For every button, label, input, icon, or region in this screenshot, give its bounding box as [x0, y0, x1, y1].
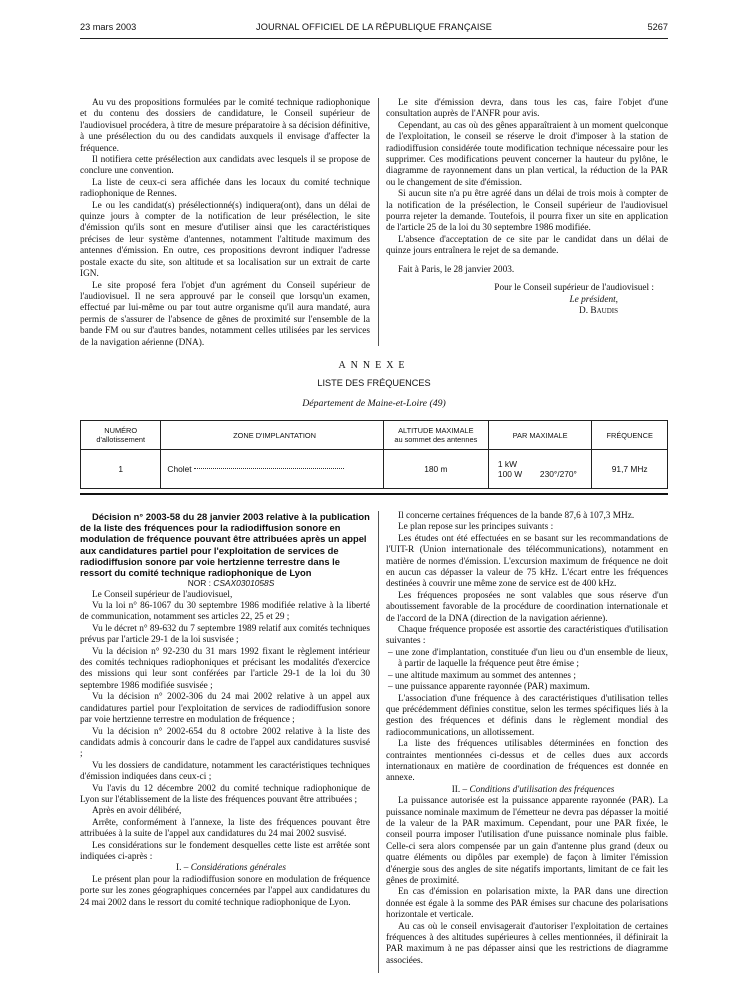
- paragraph: L'absence d'acceptation de ce site par le candidat dans un délai de quinze jours entraînera le rejet de sa demande.: [386, 234, 668, 257]
- frequency-table: [80, 420, 668, 489]
- list-item: – une zone d'implantation, constituée d'un lieu ou d'un ensemble de lieux, à partir de laquelle la fréquence peut être émise ;: [388, 647, 668, 670]
- paragraph: Cependant, au cas où des gênes apparaîtraient à un moment quelconque de l'exploitation, le conseil se réserve le droit d'imposer à la station de radiodiffusion considérée toute modification technique nécessaire pour les supprimer. Ces modifications peuvent concerner la hauteur du pylône, le diagramme de rayonnement dans un plan vertical, la réduction de la PAR ou le changement de site d'émission.: [386, 120, 668, 188]
- signature-place-date: Fait à Paris, le 28 janvier 2003.: [398, 264, 515, 275]
- column-divider-top: [378, 98, 379, 346]
- paragraph: Il notifiera cette présélection aux candidats avec lesquels il se propose de conclure une convention.: [80, 155, 370, 177]
- table-row: [81, 450, 668, 489]
- list-item: – une puissance apparente rayonnée (PAR) maximum.: [388, 682, 590, 693]
- column-header-altitude: ALTITUDE MAXIMALE au sommet des antennes: [383, 421, 488, 450]
- leader-dots: [194, 468, 344, 469]
- par-value-1: 1 kW: [497, 459, 517, 469]
- bottom-right-column: [386, 511, 668, 967]
- header-date: 23 mars 2003: [80, 22, 137, 32]
- par-value-2: 100 W: [497, 469, 523, 479]
- cell-par: [488, 450, 591, 489]
- paragraph: Le Conseil supérieur de l'audiovisuel,: [92, 589, 233, 600]
- paragraph: Si aucun site n'a pu être agréé dans un délai de trois mois à compter de la notification de la présélection, le Conseil supérieur de l'audiovisuel pourra rejeter la demande. Toutefois, il pourra fixer un site en application de l'article 25 de la loi du 30 septembre 1986 modifiée.: [386, 189, 668, 234]
- column-header-number: NUMÉRO d'allotissement: [81, 421, 161, 450]
- paragraph: Vu l'avis du 12 décembre 2002 du comité technique radiophonique de Lyon sur l'établissement de la liste des fréquences pouvant être attribuées ;: [80, 783, 370, 805]
- paragraph: Au vu des propositions formulées par le comité technique radiophonique et du contenu des dossiers de candidature, le Conseil supérieur de l'audiovisuel procédera, à titre de mesure préparatoire à sa décision définitive, à une présélection du ou des candidats auxquels il envisage d'affecter la fréquence.: [80, 98, 370, 154]
- cell-number: 1: [81, 450, 161, 489]
- table-header-row: [81, 421, 668, 450]
- signature-role-text: Le président,: [569, 294, 618, 305]
- nor-reference: NOR : CSAX0301058S: [187, 578, 275, 589]
- signature-surname: Baudis: [590, 305, 618, 316]
- section-heading-1: I. – Considérations générales: [175, 863, 287, 874]
- paragraph: Vu la loi n° 86-1067 du 30 septembre 1986 modifiée relative à la liberté de communication, notamment ses articles 22, 25 et 29 ;: [80, 601, 370, 623]
- column-header-par: PAR MAXIMALE: [488, 421, 591, 450]
- paragraph: Vu la décision n° 92-230 du 31 mars 1992 fixant le règlement intérieur des comités techniques radiophoniques et précisant les modalités d'exercice des missions qui leur sont conférées par l'article 29-1 de la loi du 30 septembre 1986 modifiée susvisée ;: [80, 646, 370, 691]
- cell-zone: Cholet: [161, 450, 383, 489]
- column-header-zone: ZONE D'IMPLANTATION: [161, 421, 383, 450]
- annexe-list-title: LISTE DES FRÉQUENCES: [317, 378, 431, 388]
- paragraph: Les études ont été effectuées en se basant sur les recommandations de l'UIT-R (Union internationale des télécommunications), notamment en matière de normes d'émission. L'excursion maximum de fréquence ne doit en aucun cas dépasser la valeur de 75 kHz. L'écart entre les fréquences destinées à couvrir une même zone de service est de 400 kHz.: [386, 533, 668, 590]
- par-angle: 230°/270°: [539, 469, 577, 479]
- paragraph: L'association d'une fréquence à des caractéristiques d'utilisation telles que précédemment définies constitue, selon les termes spécifiques liés à la gestion des fréquences et définis dans le règlement mondial des radiocommunications, un allotissement.: [386, 693, 668, 738]
- header-journal-title: JOURNAL OFFICIEL DE LA RÉPUBLIQUE FRANÇAISE: [256, 22, 492, 32]
- paragraph: La liste des fréquences utilisables déterminées en fonction des contraintes mentionnées ci-dessus et de celles dues aux accords internationaux en matière de coordination de fréquences est donnée en annexe.: [386, 739, 668, 784]
- signature-role: [386, 295, 668, 306]
- paragraph: Après en avoir délibéré,: [92, 806, 182, 817]
- paragraph: Vu le décret n° 89-632 du 7 septembre 1989 relatif aux comités techniques prévus par l'article 29-1 de la loi susvisée ;: [80, 623, 370, 646]
- column-divider-bottom: [378, 511, 379, 973]
- paragraph: Vu la décision n° 2002-306 du 24 mai 2002 relative à un appel aux candidatures partiel pour l'exploitation de services de radiodiffusion sonore par voie hertzienne terrestre en modulation de fréquence ;: [80, 692, 370, 726]
- paragraph: En cas d'émission en polarisation mixte, la PAR dans une direction donnée est égale à la somme des PAR émises sur chacune des polarisations horizontale et verticale.: [386, 887, 668, 921]
- paragraph: Vu la décision n° 2002-654 du 8 octobre 2002 relative à la liste des candidats admis à concourir dans le cadre de l'appel aux candidatures susvisé ;: [80, 726, 370, 760]
- paragraph: La puissance autorisée est la puissance apparente rayonnée (PAR). La puissance nominale maximum de l'émetteur ne devra pas dépasser la moitié de la valeur de la PAR maximum. Cependant, pour une PAR fixée, le conseil pourra imposer l'utilisation d'une puissance nominale plus faible. Celle-ci sera alors compensée par un gain d'antenne plus grand (deux ou quatre éléments ou dipôles par exemple) de façon à limiter l'émission d'énergie sous des angles de site négatifs importants, limitant de ce fait les gênes de proximité.: [386, 796, 668, 886]
- paragraph: Arrête, conformément à l'annexe, la liste des fréquences pouvant être attribuées à la suite de l'appel aux candidatures du 24 mai 2002 susvisé.: [80, 817, 370, 840]
- paragraph: Au cas où le conseil envisagerait d'autoriser l'exploitation de certaines fréquences à des altitudes supérieures à celles mentionnées, il définirait la PAR maximum à ne pas dépasser ainsi que les restrictions de diagramme associées.: [386, 921, 668, 966]
- paragraph: Le ou les candidat(s) présélectionné(s) indiquera(ont), dans un délai de quinze jours à compter de la notification de leur présélection, le site d'émission qu'ils sont en mesure d'utiliser ainsi que les caractéristiques précises de leur système d'antennes, notamment l'altitude maximum des antennes d'émission. En outre, ces propositions devront indiquer l'adresse postale exacte du site, son altitude et sa localisation sur un extrait de carte IGN.: [80, 200, 370, 280]
- list-item: – une altitude maximum au sommet des antennes ;: [388, 670, 576, 681]
- paragraph: Le site d'émission devra, dans tous les cas, faire l'objet d'une consultation auprès de l'ANFR pour avis.: [386, 98, 668, 120]
- top-left-column: [80, 98, 370, 349]
- paragraph: Le site proposé fera l'objet d'un agrément du Conseil supérieur de l'audiovisuel. Il ne sera approuvé par le conseil que lorsqu'un examen, effectué par lui-même ou par tout autre organisme qu'il aura mandaté, aura permis de s'assurer de l'absence de gênes de proximité sur l'ensemble de la bande FM ou sur d'autres bandes, notamment celles utilisées par les services de la navigation aérienne (DNA).: [80, 280, 370, 348]
- signature-for: Pour le Conseil supérieur de l'audiovisuel :: [494, 283, 654, 294]
- header-rule: [80, 38, 668, 39]
- paragraph: Les considérations sur le fondement desquelles cette liste est arrêtée sont indiquées ci-après :: [80, 840, 370, 862]
- paragraph: Chaque fréquence proposée est assortie des caractéristiques d'utilisation suivantes :: [386, 625, 668, 647]
- annexe-department: Département de Maine-et-Loire (49): [302, 398, 446, 409]
- header-page-number: 5267: [647, 22, 668, 32]
- paragraph: Vu les dossiers de candidature, notamment les caractéristiques techniques d'émission indiquées dans ceux-ci ;: [80, 760, 370, 783]
- decision-title: Décision n° 2003-58 du 28 janvier 2003 relative à la publication de la liste des fréquences pour la radiodiffusion sonore en modulation de fréquence pouvant être attribuées après un appel aux candidatures partiel pour l'exploitation de services de radiodiffusion sonore par voie hertzienne terrestre dans le ressort du comité technique radiophonique de Lyon: [80, 511, 370, 579]
- nor-code: CSAX0301058S: [213, 578, 275, 589]
- column-header-frequency: FRÉQUENCE: [592, 421, 668, 450]
- cell-altitude: 180 m: [383, 450, 488, 489]
- paragraph: La liste de ceux-ci sera affichée dans les locaux du comité technique radiophonique de Rennes.: [80, 177, 370, 200]
- signature-name: [386, 306, 668, 317]
- annexe-title: ANNEXE: [338, 360, 410, 371]
- top-right-column: [386, 98, 668, 317]
- paragraph: Le plan repose sur les principes suivants :: [398, 522, 554, 533]
- paragraph: Il concerne certaines fréquences de la bande 87,6 à 107,3 MHz.: [398, 511, 635, 521]
- paragraph: Les fréquences proposées ne sont valables que sous réserve d'un aboutissement favorable de la procédure de coordination internationale et de l'accord de la DNA (direction de la navigation aérienne).: [386, 590, 668, 624]
- paragraph: Le présent plan pour la radiodiffusion sonore en modulation de fréquence porte sur les zones géographiques concernées par l'appel aux candidatures du 24 mai 2002 dans le ressort du comité technique radiophonique de Lyon.: [80, 874, 370, 908]
- cell-frequency: 91,7 MHz: [592, 450, 668, 489]
- page-header: [80, 22, 668, 36]
- signature-initial: D.: [579, 305, 589, 316]
- bottom-left-column: [80, 511, 370, 909]
- section-heading-2: II. – Conditions d'utilisation des fréquences: [451, 784, 615, 795]
- section-rule: [80, 493, 668, 495]
